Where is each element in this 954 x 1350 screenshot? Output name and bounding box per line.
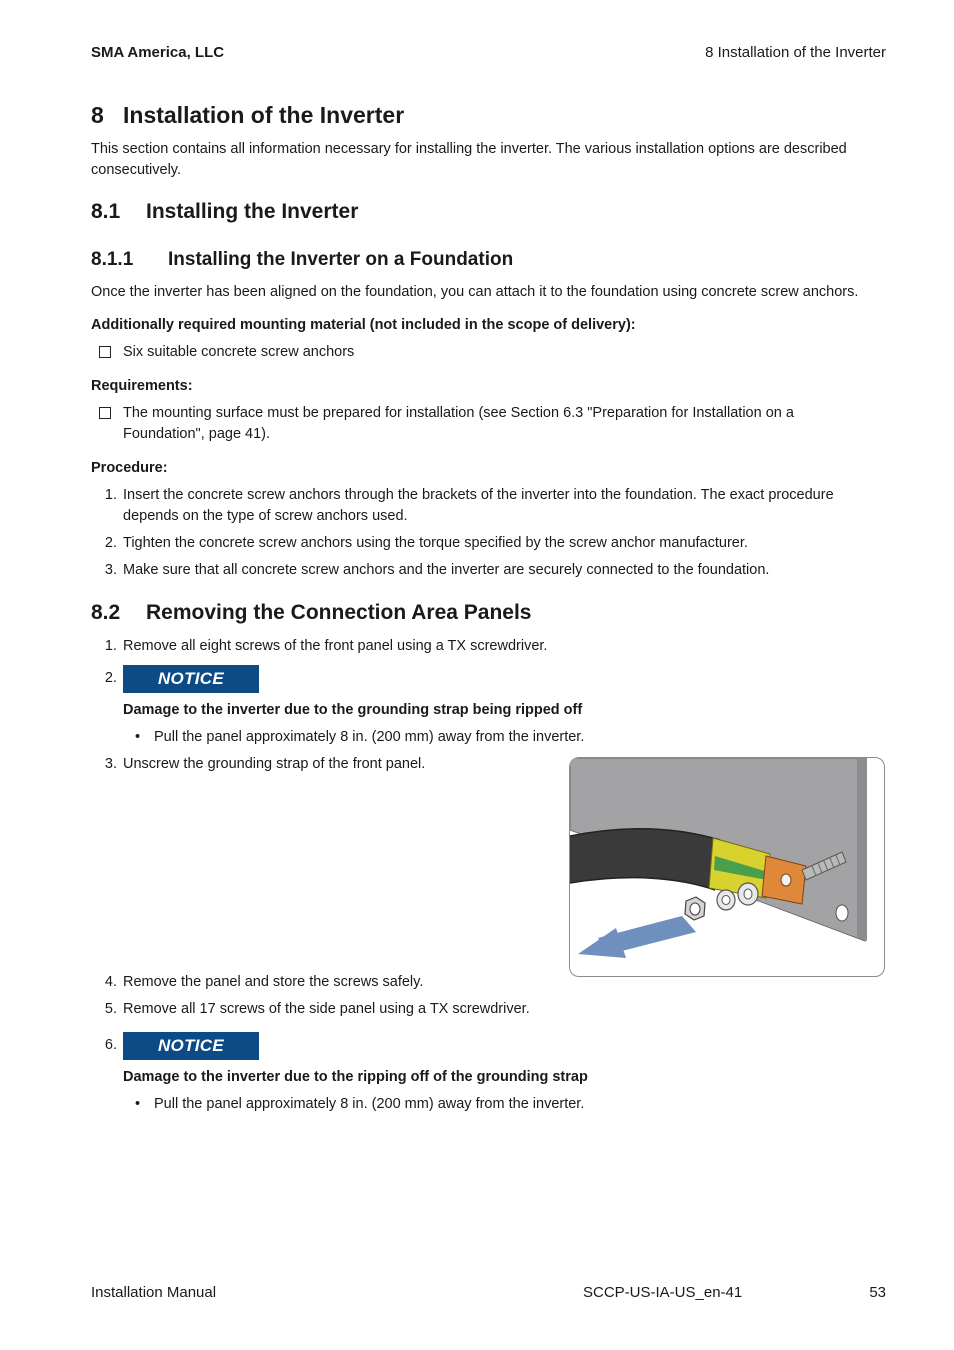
section-8-heading — [91, 102, 404, 129]
step-number: 3. — [104, 756, 117, 772]
checkbox-icon — [99, 407, 111, 419]
section-number: 8.1 — [91, 200, 121, 223]
step-number: 6. — [104, 1037, 117, 1053]
step-number: 2. — [104, 535, 117, 551]
bullet-text: Pull the panel approximately 8 in. (200 mm) away from the inverter. — [154, 729, 585, 745]
notice-title: Damage to the inverter due to the ripping off of the grounding strap — [123, 1069, 588, 1085]
requirements-item — [99, 403, 879, 445]
page-number: 53 — [869, 1284, 886, 1301]
step-number: 5. — [104, 1001, 117, 1017]
requirements-heading: Requirements: — [91, 378, 193, 394]
step-number: 3. — [104, 562, 117, 578]
section-8-1-1-intro: Once the inverter has been aligned on the foundation, you can attach it to the foundation using concrete screw anchors. — [91, 284, 859, 300]
section-title: Installation of the Inverter — [123, 102, 405, 128]
notice-title: Damage to the inverter due to the grounding strap being ripped off — [123, 702, 583, 718]
step-number: 2. — [104, 670, 117, 686]
section-title: Removing the Connection Area Panels — [146, 601, 532, 624]
procedure-step — [91, 999, 891, 1020]
step-text: Make sure that all concrete screw anchors and the inverter are securely connected to the foundation. — [123, 562, 770, 578]
step-text: Unscrew the grounding strap of the front panel. — [123, 756, 426, 772]
section-title: Installing the Inverter on a Foundation — [168, 249, 514, 270]
procedure-step — [91, 972, 891, 993]
grounding-strap-figure — [569, 757, 885, 977]
section-8-1-heading — [91, 200, 358, 224]
section-8-intro: This section contains all information necessary for installing the inverter. The various installation options are described consecutively. — [91, 141, 847, 178]
section-number: 8 — [91, 102, 104, 128]
procedure-step — [91, 533, 891, 554]
header-chapter: 8 Installation of the Inverter — [705, 44, 886, 61]
step-text: Remove the panel and store the screws safely. — [123, 974, 424, 990]
section-8-2-heading — [91, 601, 531, 625]
bullet-icon: • — [135, 1096, 141, 1112]
bullet-text: Pull the panel approximately 8 in. (200 mm) away from the inverter. — [154, 1096, 585, 1112]
material-heading: Additionally required mounting material (not included in the scope of delivery): — [91, 317, 636, 333]
notice-badge: NOTICE — [123, 1032, 259, 1060]
notice-bullet — [135, 1094, 835, 1115]
notice-badge: NOTICE — [123, 665, 259, 693]
step-number: 4. — [104, 974, 117, 990]
bullet-icon: • — [135, 729, 141, 745]
checkbox-icon — [99, 346, 111, 358]
requirements-item-text: The mounting surface must be prepared for installation (see Section 6.3 "Preparation for Installation on a Foundation", page 41). — [123, 405, 794, 442]
procedure-step — [91, 560, 891, 581]
footer-doc-type: Installation Manual — [91, 1284, 217, 1301]
step-number: 1. — [104, 638, 117, 654]
section-number: 8.1.1 — [91, 249, 134, 270]
footer-doc-code: SCCP-US-IA-US_en-41 — [583, 1284, 743, 1301]
section-number: 8.2 — [91, 601, 121, 624]
material-item-text: Six suitable concrete screw anchors — [123, 344, 355, 360]
grounding-strap-illustration — [570, 758, 884, 976]
pull-arrow-icon — [578, 916, 696, 958]
procedure-heading: Procedure: — [91, 460, 168, 476]
procedure-step — [91, 485, 891, 527]
step-text: Insert the concrete screw anchors through the brackets of the inverter into the foundation. The exact procedure depends on the type of screw anchors used. — [123, 487, 834, 524]
section-title: Installing the Inverter — [146, 200, 359, 223]
notice-bullet — [135, 727, 835, 748]
material-item — [99, 342, 879, 363]
step-text: Remove all 17 screws of the side panel using a TX screwdriver. — [123, 1001, 530, 1017]
section-8-1-1-heading — [91, 249, 513, 271]
step-text: Remove all eight screws of the front panel using a TX screwdriver. — [123, 638, 548, 654]
procedure-step — [91, 636, 891, 657]
step-number: 1. — [104, 487, 117, 503]
header-company: SMA America, LLC — [91, 44, 225, 61]
step-text: Tighten the concrete screw anchors using the torque specified by the screw anchor manufacturer. — [123, 535, 748, 551]
